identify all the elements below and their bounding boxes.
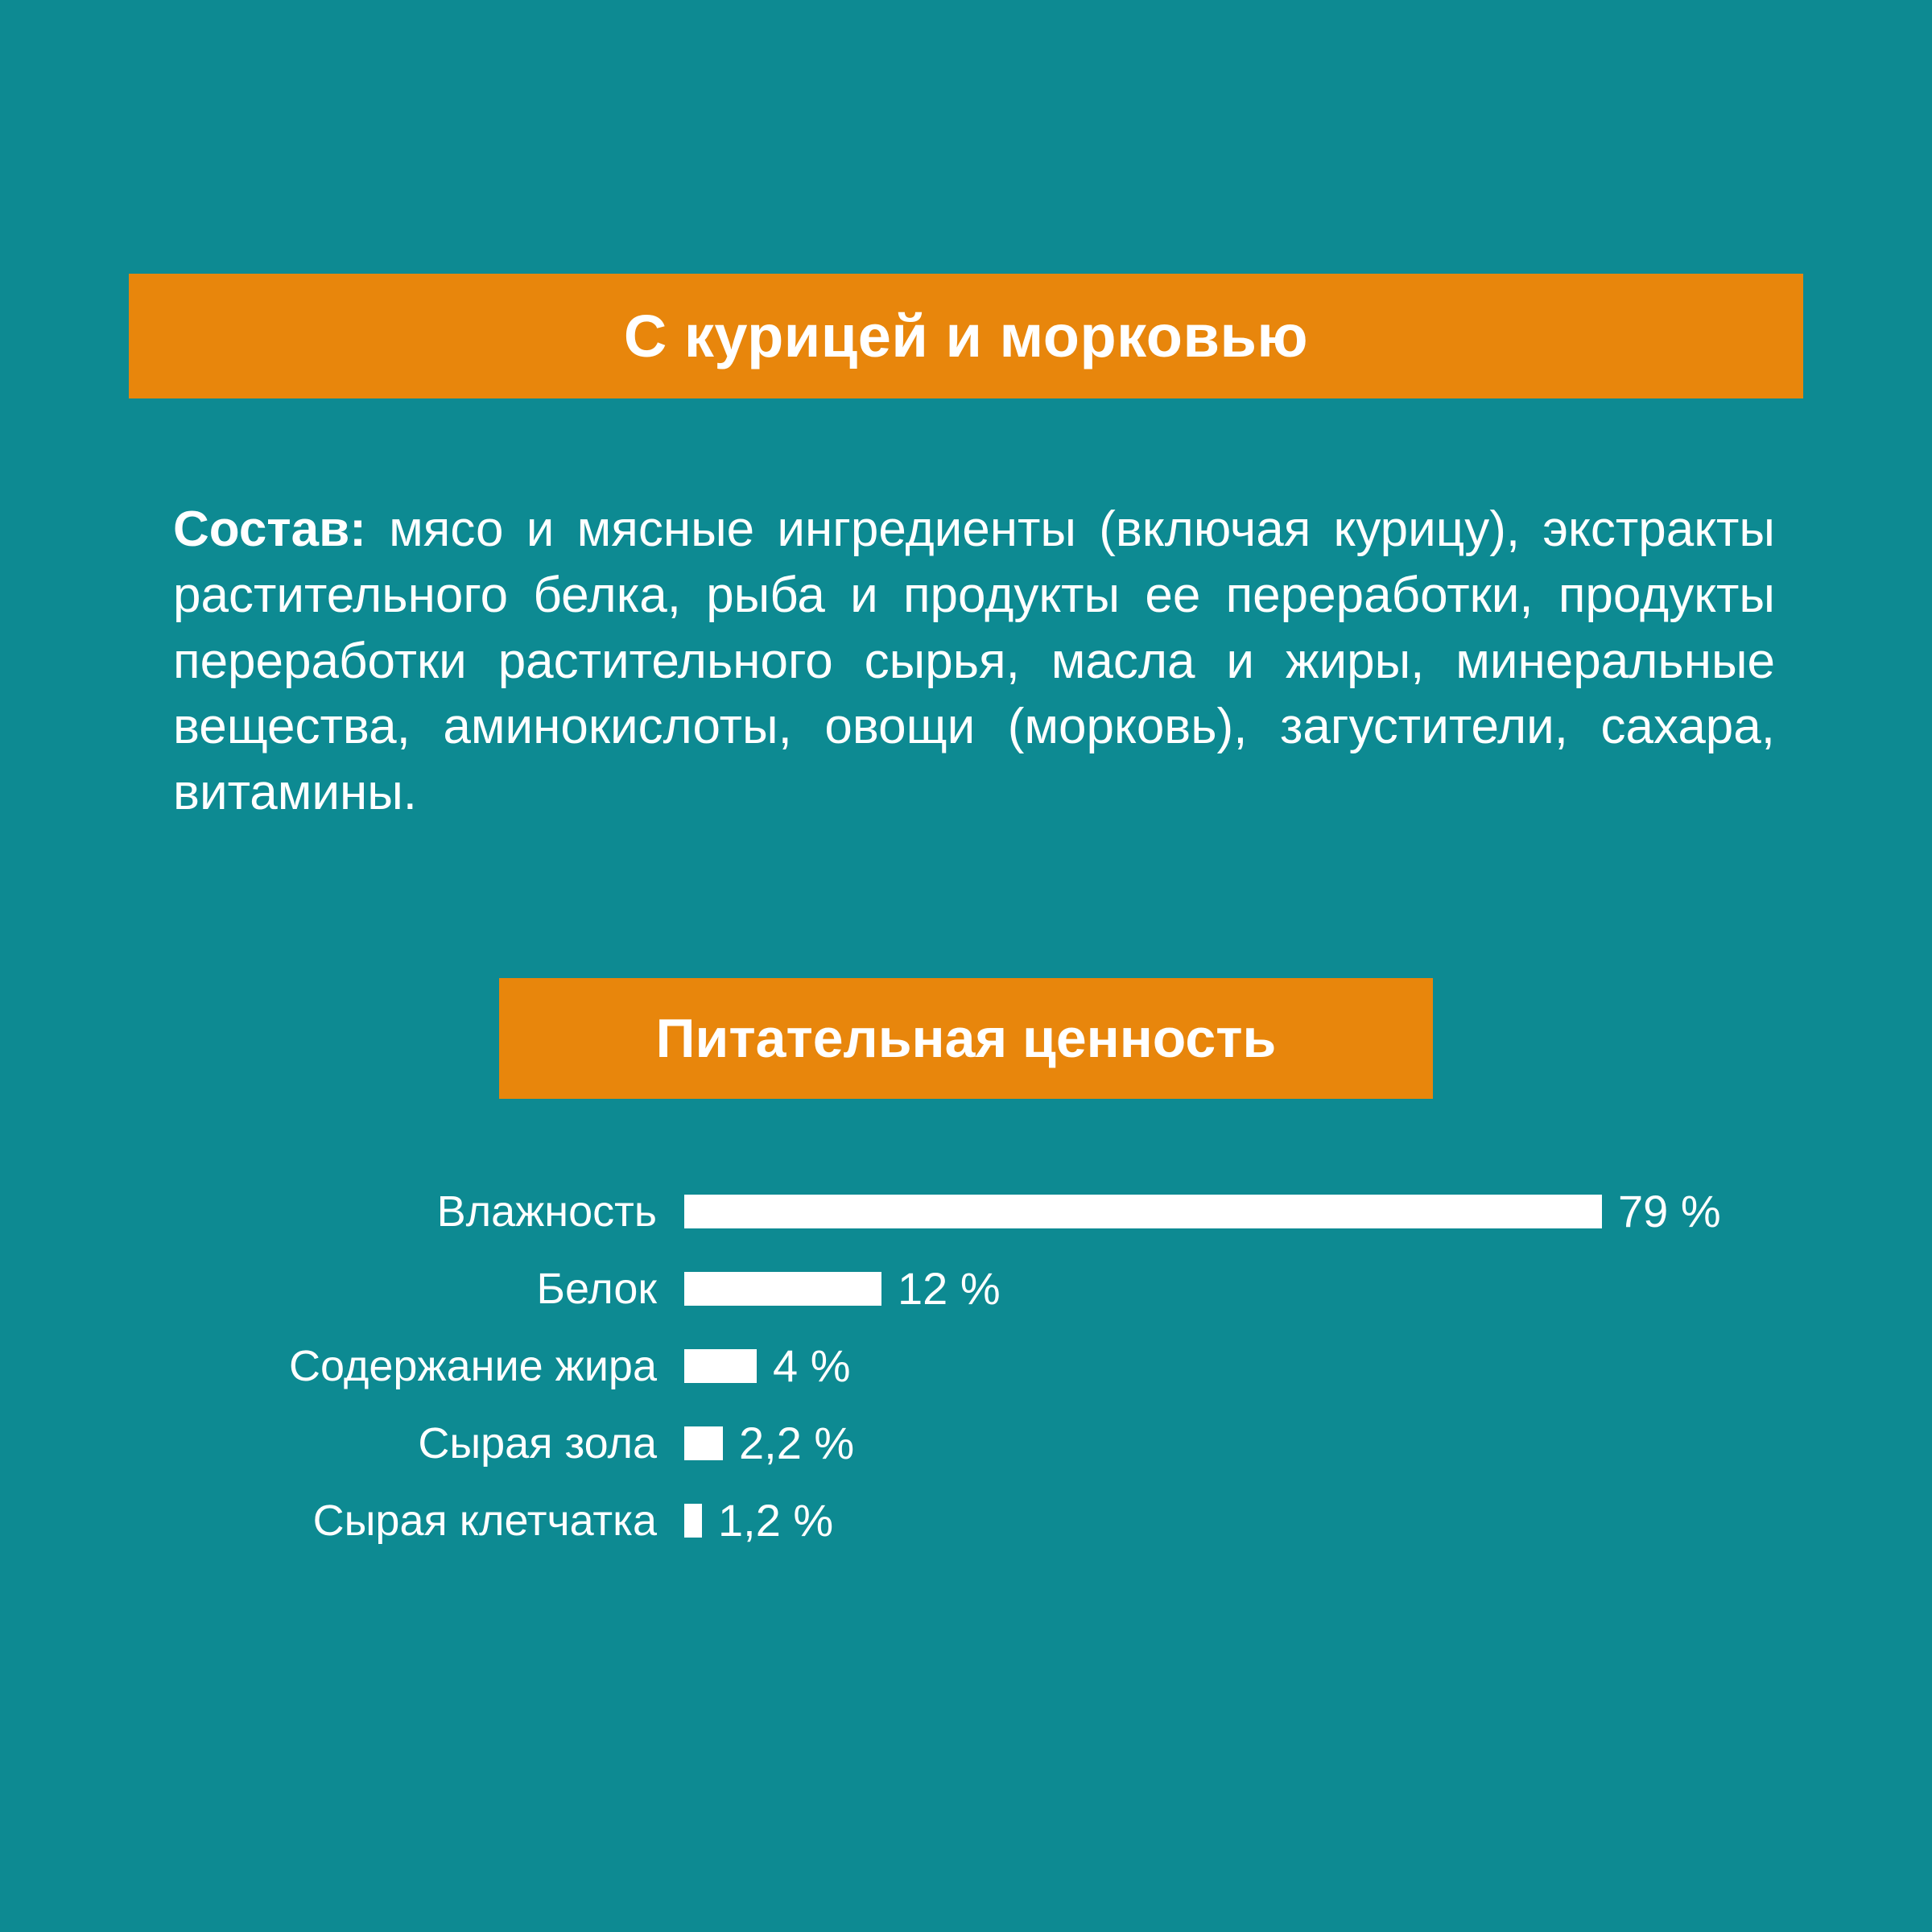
composition-paragraph: [173, 497, 1775, 826]
title-text: С курицей и морковью: [623, 302, 1309, 369]
bar-fill: [684, 1349, 757, 1383]
bar-label: Сырая клетчатка: [312, 1496, 657, 1545]
bar-fill: [684, 1426, 723, 1460]
bar-value: 79 %: [1618, 1186, 1721, 1236]
bar-value: 12 %: [898, 1263, 1001, 1314]
bar-value: 2,2 %: [739, 1418, 855, 1468]
bar-fill: [684, 1272, 881, 1306]
chart-row: [129, 1415, 1819, 1472]
bar-value: 1,2 %: [718, 1495, 834, 1546]
chart-row: [129, 1492, 1819, 1549]
composition-lead: Состав:: [173, 502, 366, 557]
bar-value: 4 %: [773, 1340, 851, 1391]
bar-zone: [684, 1495, 1819, 1546]
nutrition-banner: [499, 978, 1433, 1099]
bar-zone: [684, 1340, 1819, 1391]
chart-row: [129, 1338, 1819, 1394]
bar-label: Белок: [536, 1265, 657, 1313]
title-banner: [129, 274, 1803, 398]
bar-zone: [684, 1186, 1819, 1236]
bar-zone: [684, 1263, 1819, 1314]
chart-row: [129, 1261, 1819, 1317]
bar-label: Содержание жира: [289, 1342, 657, 1390]
chart-row: [129, 1183, 1819, 1240]
bar-label: Влажность: [436, 1187, 657, 1236]
bar-zone: [684, 1418, 1819, 1468]
bar-fill: [684, 1504, 702, 1538]
bar-fill: [684, 1195, 1602, 1228]
nutrition-bar-chart: [129, 1183, 1819, 1570]
bar-label: Сырая зола: [418, 1419, 657, 1468]
composition-body: мясо и мясные ингредиенты (включая курицу), экстракты растительного белка, рыба и продукты ее переработки, продукты переработки растительного сырья, масла и жиры, минеральные вещества, аминокислоты, овощи (морковь), загустители, сахара, витамины.: [173, 502, 1775, 821]
nutrition-banner-text: Питательная ценность: [655, 1008, 1277, 1069]
